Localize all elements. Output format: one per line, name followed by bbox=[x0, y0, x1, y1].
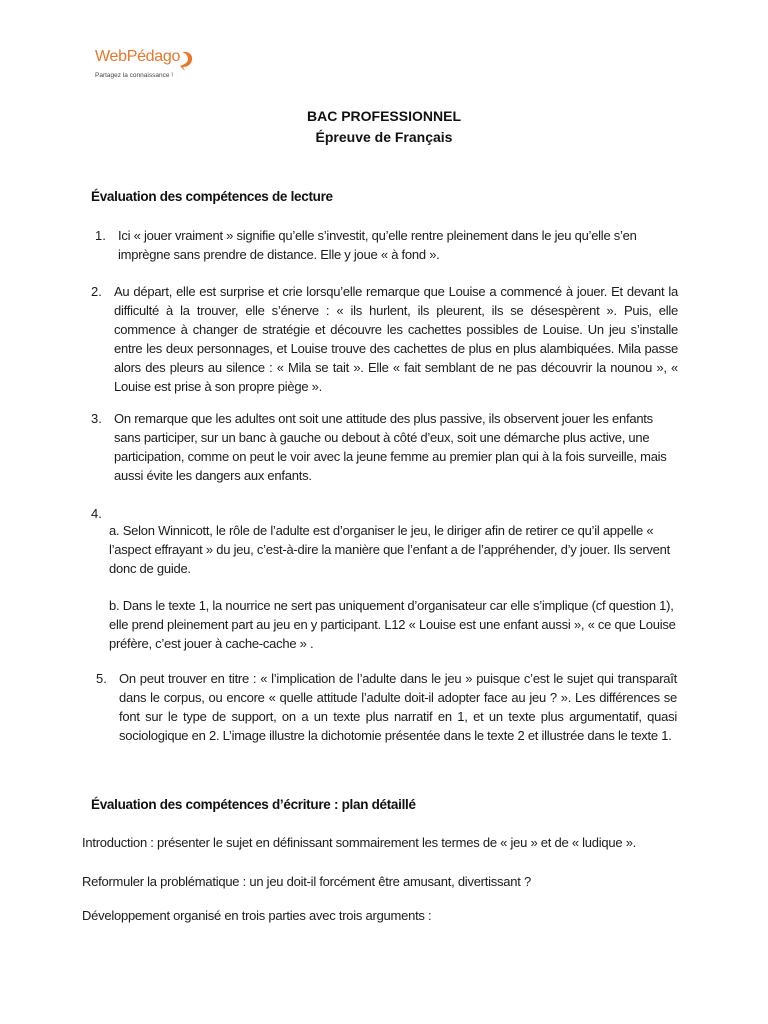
webpedago-logo bbox=[95, 46, 205, 86]
plan-introduction: Introduction : présenter le sujet en définissant sommairement les termes de « jeu » et de « ludique ». bbox=[82, 835, 637, 850]
speech-bubble-icon bbox=[179, 50, 195, 72]
logo-tagline: Partagez la connaissance ! bbox=[95, 72, 174, 79]
answer-3-text: On remarque que les adultes ont soit une attitude des plus passive, ils observent jouer les enfants sans participer, sur un banc à gauche ou debout à côté d’eux, soit une démarche plus active, une participation, comme on peut le voir avec la jeune femme au premier plan qui à la fois surveille, mais aussi évite les dangers aux enfants. bbox=[114, 411, 667, 483]
answer-5-text: On peut trouver en titre : « l’implication de l’adulte dans le jeu » puisque c’est le sujet qui transparaît dans le corpus, ou encore « quelle attitude l’adulte doit-il adopter face au jeu ? ». Les différences se font sur le type de support, on a un texte plus narratif en 1, et un texte plus argumentatif, quasi sociologique en 2. L’image illustre la dichotomie présentée dans le texte 2 et illustrée dans le texte 1. bbox=[119, 671, 677, 743]
reading-section-heading: Évaluation des compétences de lecture bbox=[91, 189, 333, 204]
item-number: 1. bbox=[95, 228, 106, 243]
plan-problematique: Reformuler la problématique : un jeu doit-il forcément être amusant, divertissant ? bbox=[82, 874, 531, 889]
document-subtitle: Épreuve de Français bbox=[315, 129, 453, 145]
item-number: 3. bbox=[91, 411, 102, 426]
document-title: BAC PROFESSIONNEL bbox=[306, 108, 461, 124]
answer-2-text: Au départ, elle est surprise et crie lorsqu’elle remarque que Louise a commencé à jouer. Et devant la difficulté à la trouver, elle s’énerve : « ils hurlent, ils pleurent, ils se désespèrent ». Puis, elle commence à changer de stratégie et découvre les cachettes possibles de Louise. Un jeu s’installe entre les deux personnages, et Louise trouve des cachettes de plus en plus alambiquées. Mila passe alors des pleurs au silence : « Mila se tait ». Elle « fait semblant de ne pas découvrir la nounou », « Louise est prise à son propre piège ». bbox=[114, 284, 678, 394]
item-number: 2. bbox=[91, 284, 102, 299]
answer-4a-text: a. Selon Winnicott, le rôle de l’adulte est d’organiser le jeu, le diriger afin de retirer ce qu’il appelle « l’aspect effrayant » du jeu, c’est-à-dire la manière que l’enfant a de l’appréhender, d’y jouer. Ils servent donc de guide. bbox=[109, 523, 670, 576]
writing-section-heading: Évaluation des compétences d’écriture : plan détaillé bbox=[91, 797, 416, 812]
answer-4b-text: b. Dans le texte 1, la nourrice ne sert pas uniquement d’organisateur car elle s’implique (cf question 1), elle prend pleinement part au jeu en y participant. L12 « Louise est une enfant aussi », « ce que Louise préfère, c’est jouer à cache-cache » . bbox=[109, 598, 676, 651]
item-number: 4. bbox=[91, 506, 102, 521]
answer-1-text: Ici « jouer vraiment » signifie qu’elle s’investit, qu’elle rentre pleinement dans le jeu qu’elle s’en imprègne sans prendre de distance. Elle y joue « à fond ». bbox=[118, 228, 637, 262]
logo-name: WebPédago bbox=[95, 48, 181, 65]
plan-developpement: Développement organisé en trois parties avec trois arguments : bbox=[82, 908, 432, 923]
item-number: 5. bbox=[96, 671, 107, 686]
